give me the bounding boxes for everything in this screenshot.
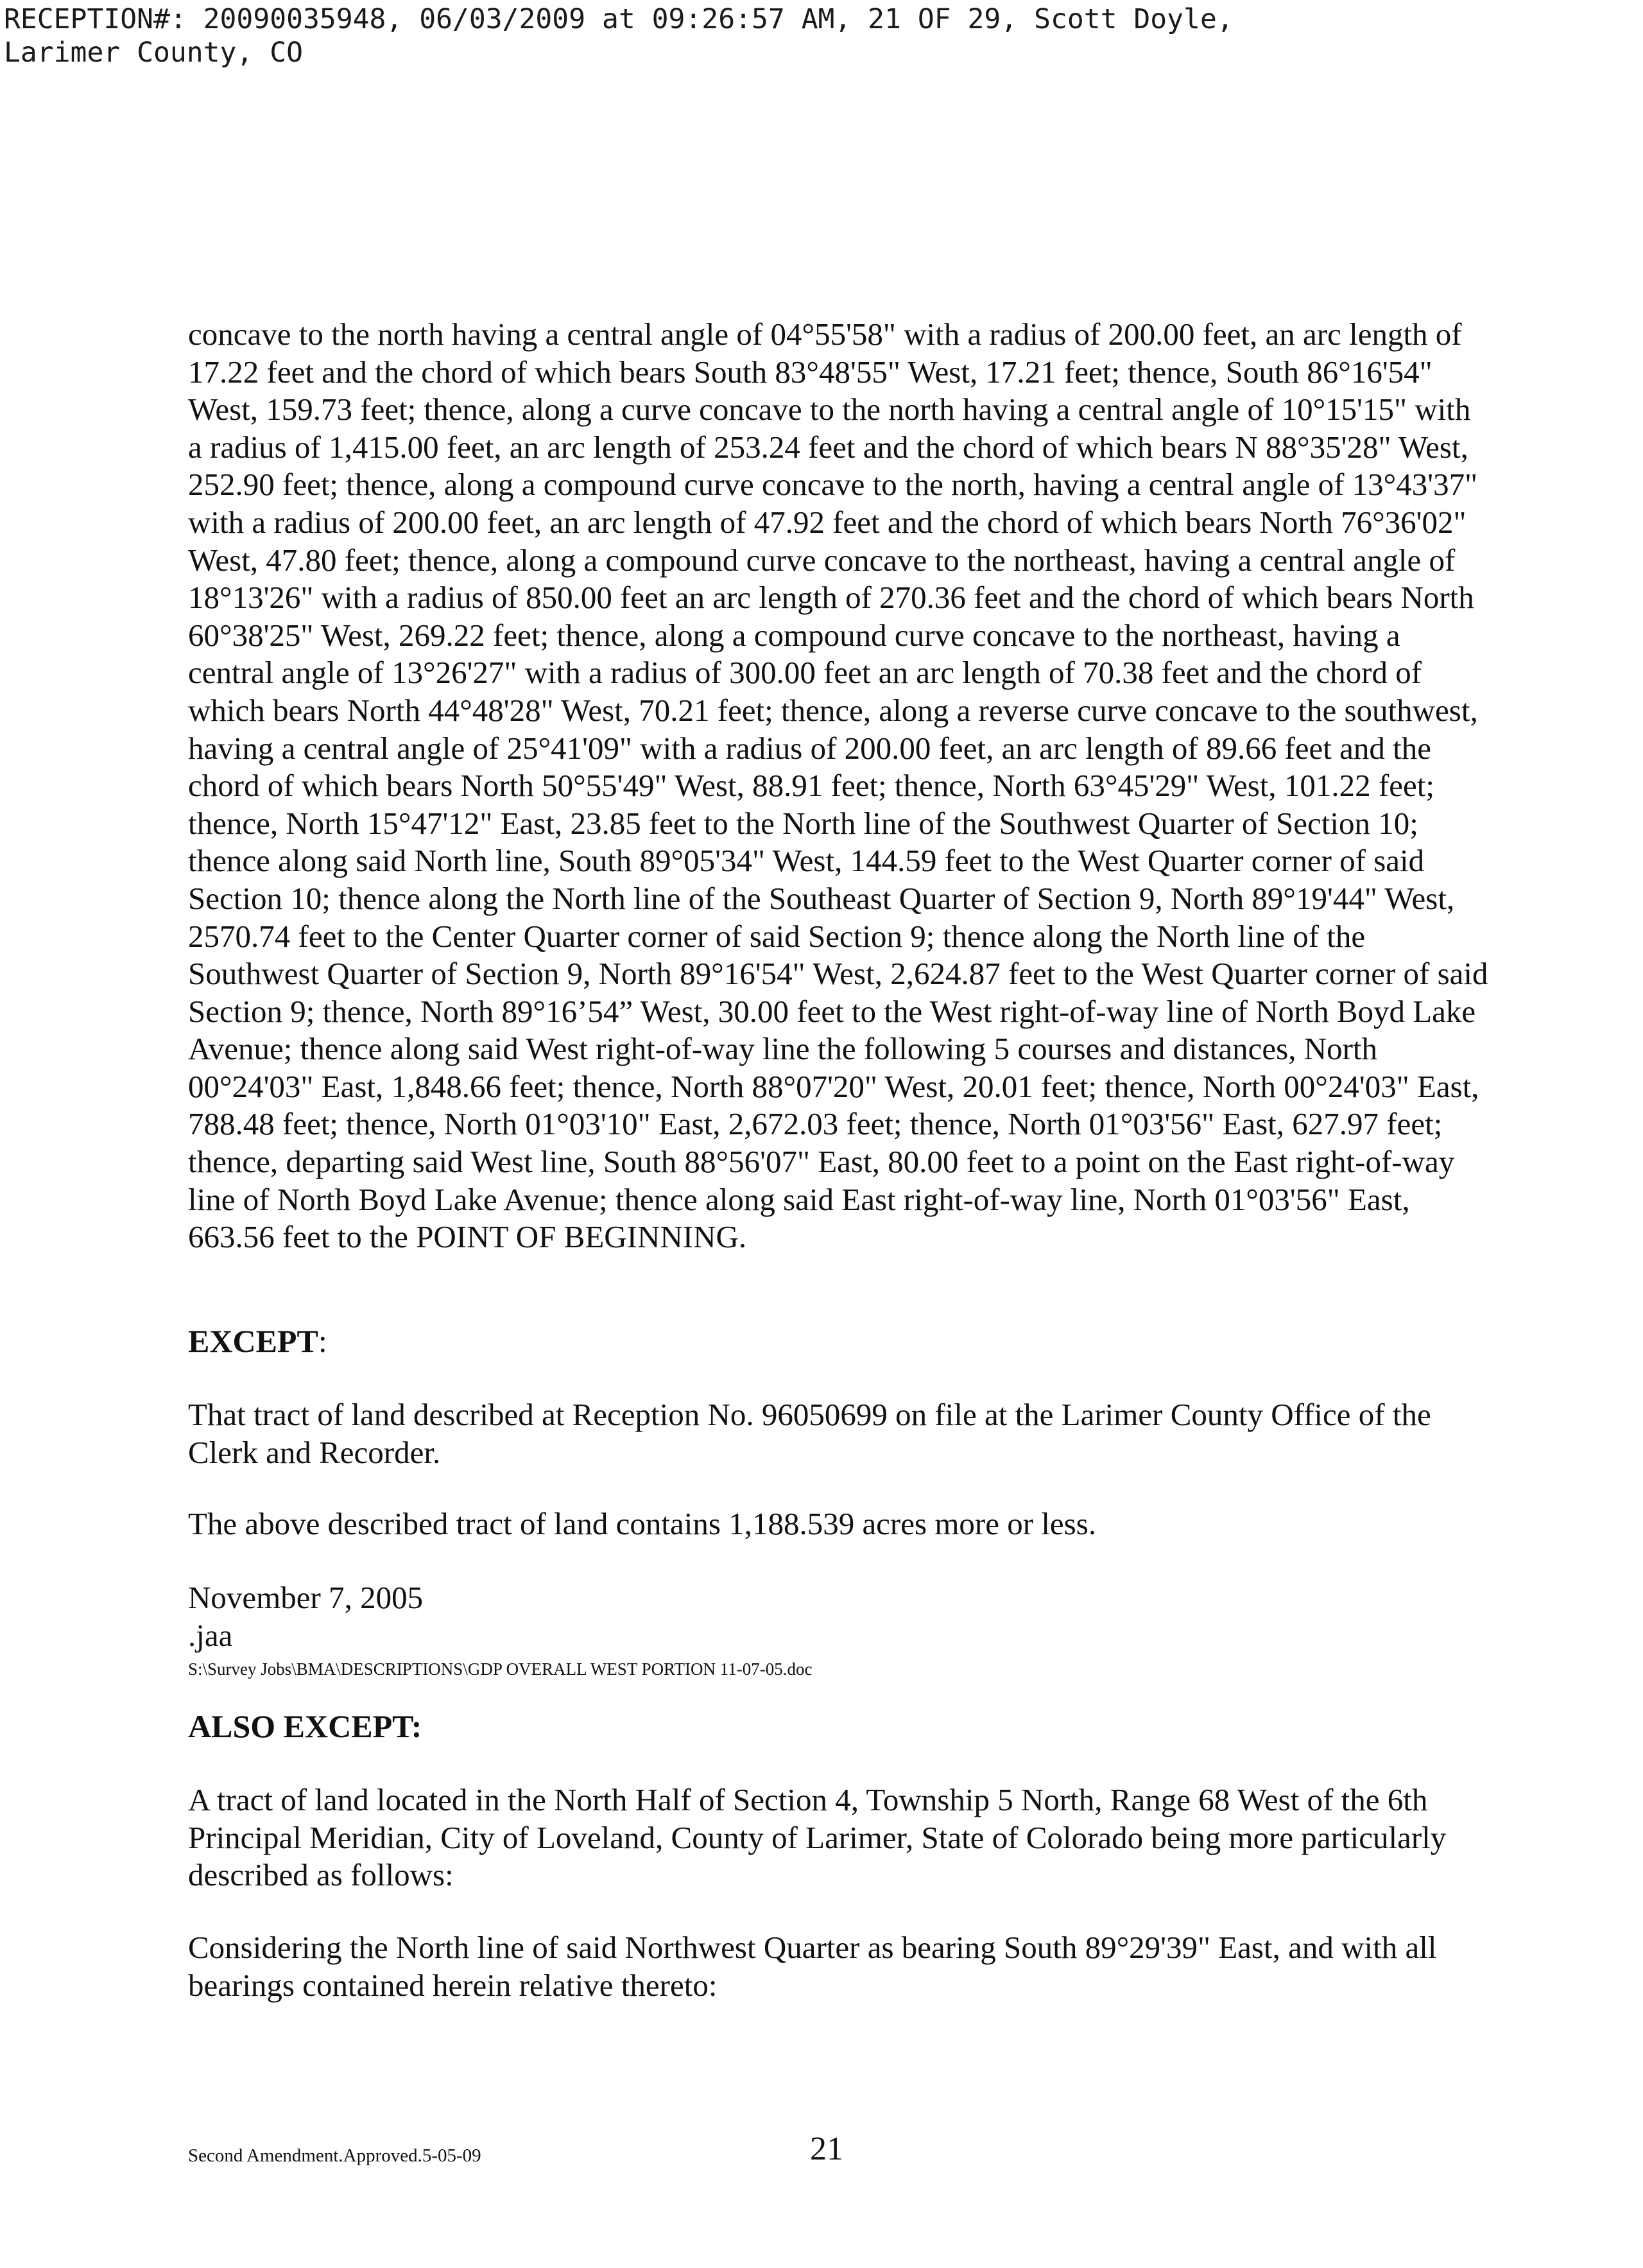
legal-description-body xyxy=(188,316,1491,1256)
except-heading xyxy=(188,1322,327,1360)
footer-document-name: Second Amendment.Approved.5-05-09 xyxy=(188,2145,481,2166)
main-description-paragraph: concave to the north having a central angle of 04°55'58" with a radius of 200.00 feet, an arc length of 17.22 feet and the chord of which bears South 83°48'55" West, 17.21 feet; thence, South 86°16'54" West, 159.73 feet; thence, along a curve concave to the north having a central angle of 10°15'15" with a radius of 1,415.00 feet, an arc length of 253.24 feet and the chord of which bears N 88°35'28" West, 252.90 feet; thence, along a compound curve concave to the north, having a central angle of 13°43'37" with a radius of 200.00 feet, an arc length of 47.92 feet and the chord of which bears North 76°36'02" West, 47.80 feet; thence, along a compound curve concave to the northeast, having a central angle of 18°13'26" with a radius of 850.00 feet an arc length of 270.36 feet and the chord of which bears North 60°38'25" West, 269.22 feet; thence, along a compound curve concave to the northeast, having a central angle of 13°26'27" with a radius of 300.00 feet an arc length of 70.38 feet and the chord of which bears North 44°48'28" West, 70.21 feet; thence, along a reverse curve concave to the southwest, having a central angle of 25°41'09" with a radius of 200.00 feet, an arc length of 89.66 feet and the chord of which bears North 50°55'49" West, 88.91 feet; thence, North 63°45'29" West, 101.22 feet; thence, North 15°47'12" East, 23.85 feet to the North line of the Southwest Quarter of Section 10; thence along said North line, South 89°05'34" West, 144.59 feet to the West Quarter corner of said Section 10; thence along the North line of the Southeast Quarter of Section 9, North 89°19'44" West, 2570.74 feet to the Center Quarter corner of said Section 9; thence along the North line of the Southwest Quarter of Section 9, North 89°16'54" West, 2,624.87 feet to the West Quarter corner of said Section 9; thence, North 89°16’54” West, 30.00 feet to the West right-of-way line of North Boyd Lake Avenue; thence along said West right-of-way line the following 5 courses and distances, North 00°24'03" East, 1,848.66 feet; thence, North 88°07'20" West, 20.01 feet; thence, North 00°24'03" East, 788.48 feet; thence, North 01°03'10" East, 2,672.03 feet; thence, North 01°03'56" East, 627.97 feet; thence, departing said West line, South 88°56'07" East, 80.00 feet to a point on the East right-of-way line of North Boyd Lake Avenue; thence along said East right-of-way line, North 01°03'56" East, 663.56 feet to the POINT OF BEGINNING. xyxy=(188,316,1488,1255)
stamp-line-1: RECEPTION#: 20090035948, 06/03/2009 at 09:26:57 AM, 21 OF 29, Scott Doyle, xyxy=(4,3,1234,35)
tract-paragraph: A tract of land located in the North Half of Section 4, Township 5 North, Range 68 West of the 6th Principal Meridian, City of Loveland, County of Larimer, State of Colorado being more particularly described as follows: xyxy=(188,1782,1447,1893)
page-number: 21 xyxy=(810,2131,843,2167)
bearing-basis-paragraph: Considering the North line of said Northwest Quarter as bearing South 89°29'39" East, and with all bearings contained herein relative thereto: xyxy=(188,1930,1437,2003)
stamp-line-2: Larimer County, CO xyxy=(4,37,303,69)
author-initials: .jaa xyxy=(188,1618,233,1653)
also-except-heading: ALSO EXCEPT: xyxy=(188,1708,422,1744)
file-path: S:\Survey Jobs\BMA\DESCRIPTIONS\GDP OVERALL WEST PORTION 11-07-05.doc xyxy=(188,1659,813,1679)
acres-paragraph: The above described tract of land contains 1,188.539 acres more or less. xyxy=(188,1506,1097,1541)
description-date: November 7, 2005 xyxy=(188,1580,424,1615)
recording-stamp xyxy=(4,3,1634,69)
except-heading-colon: : xyxy=(318,1323,327,1359)
except-paragraph: That tract of land described at Reception No. 96050699 on file at the Larimer County Office of the Clerk and Recorder. xyxy=(188,1397,1431,1470)
except-heading-text: EXCEPT xyxy=(188,1323,318,1359)
